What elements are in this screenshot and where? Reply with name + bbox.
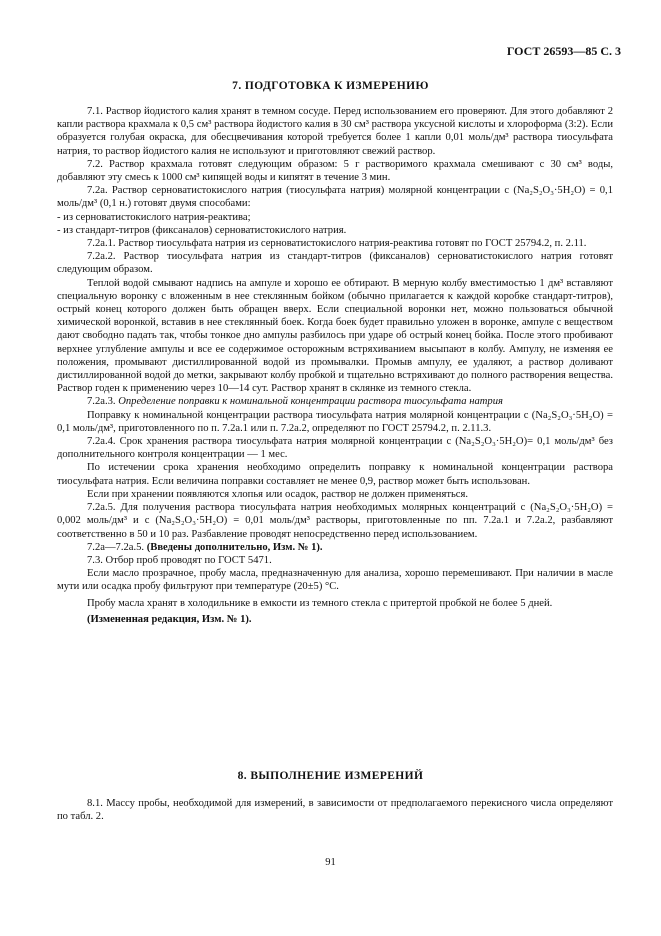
list-item-fixanal: - из стандарт-титров (фиксаналов) серноватистокислого натрия. — [57, 224, 347, 236]
para-7-1: 7.1. Раствор йодистого калия хранят в темном сосуде. Перед использованием его проверяют. Для этого добавляют 2 капли раствора крахмала к 0,5 см³ раствора йодистого калия в 30 см³ раствора уксусной кислоты и хлороформа (3:2). Если образуется голубая окраска, для обесцвечивания которой требуется более 1 капли 0,01 моль/дм³ раствора тиосульфата натрия, то раствор йодистого калия не используют и приготовляют свежий раствор. — [57, 106, 613, 157]
para-7-2a: 7.2а. Раствор серноватистокислого натрия (тиосульфата натрия) молярной концентрации c (Na₂S₂O₃·5H₂O) = 0,1 моль/дм³ (0,1 н.) готовят двумя способами: — [57, 185, 613, 210]
para-7-3: 7.3. Отбор проб проводят по ГОСТ 5471. — [87, 554, 272, 566]
section-7-title: 7. ПОДГОТОВКА К ИЗМЕРЕНИЮ — [232, 80, 429, 92]
para-7-2: 7.2. Раствор крахмала готовят следующим образом: 5 г растворимого крахмала смешивают с 30 см³ воды, добавляют эту смесь к 1000 см³ кипящей воды и кипятят в течение 3 мин. — [57, 158, 613, 184]
page-number: 91 — [325, 857, 336, 868]
para-7-2a-2: 7.2а.2. Раствор тиосульфата натрия из стандарт-титров (фиксаналов) серноватистокислого натрия готовят следующим образом. — [57, 251, 613, 276]
para-flakes: Если при хранении появляются хлопья или осадок, раствор не должен применяться. — [87, 488, 469, 500]
running-header: ГОСТ 26593—85 С. 3 — [506, 44, 621, 58]
para-oil-mixing: Если масло прозрачное, пробу масла, предназначенную для анализа, хорошо перемешивают. При наличии в масле мути или осадка пробу фильтруют при температуре (20±5) °С. — [57, 568, 613, 593]
section-8-body — [57, 797, 613, 823]
amendment-range: 7.2а—7.2а.5. — [87, 541, 145, 553]
section-8-title: 8. ВЫПОЛНЕНИЕ ИЗМЕРЕНИЙ — [237, 770, 424, 782]
para-7-2a-1: 7.2а.1. Раствор тиосульфата натрия из серноватистокислого натрия-реактива готовят по ГОСТ 25794.2, п. 2.11. — [87, 238, 587, 250]
amendment-note: (Введены дополнительно, Изм. № 1). — [146, 541, 323, 553]
para-7-2a-5: 7.2а.5. Для получения раствора тиосульфата натрия необходимых молярных концентраций c (Na₂S₂O₃·5H₂O) = 0,002 моль/дм³ и c (Na₂S₂O₃·5H₂O) = 0,01 моль/дм³ растворы, приготовленные по пп. 7.2а.1 и 7.2а.2, разбавляют соответственно в 50 и 10 раз. Разбавление проводят непосредственно перед использованием. — [57, 502, 613, 540]
para-ampoule-procedure: Теплой водой смывают надпись на ампуле и хорошо ее обтирают. В мерную колбу вместимостью 1 дм³ вставляют специальную воронку с вложенным в нее стеклянным бойком (обычно прилагается к каждой коробке стандарт-титров), острый конец которого должен быть обращен вверх. Если специальной воронки нет, можно пользоваться обычной химической воронкой, вставив в нее стеклянный боек. Когда боек будет правильно уложен в воронке, ампуле с веществом дают свободно падать так, чтобы тонкое дно ампулы разбилось при ударе об острый конец бойка. После этого пробивают верхнее углубление ампулы и все ее содержимое осторожным встряхиванием высыпают в колбу. Ампулу, не изменяя ее положения, промывают дистиллированной водой из промывалки. Промыв ампулу, ее удаляют, а раствор доливают дистиллированной водой до метки, закрывают колбу пробкой и тщательно встряхивают до полного растворения вещества. Раствор годен к применению через 10—14 сут. Раствор хранят в склянке из темного стекла. — [57, 277, 613, 395]
para-7-2a-3 — [57, 395, 613, 408]
para-correction: Поправку к номинальной концентрации раствора тиосульфата натрия молярной концентрации c (Na₂S₂O₃·5H₂O) = 0,1 моль/дм³, приготовленного по п. 7.2а.1 или п. 7.2а.2, определяют по ГОСТ 25794.2, п. 2.11.3. — [57, 409, 613, 434]
para-oil-storage: Пробу масла хранят в холодильнике в емкости из темного стекла с притертой пробкой не более 5 дней. — [87, 597, 553, 609]
para-7-2a-3-number: 7.2а.3. — [87, 396, 116, 408]
final-amendment-note: (Измененная редакция, Изм. № 1). — [87, 613, 252, 625]
para-7-2a-3-title: Определение поправки к номинальной концентрации раствора тиосульфата натрия — [118, 396, 503, 408]
para-8-1: 8.1. Массу пробы, необходимой для измерений, в зависимости от предполагаемого перекисного числа определяют по табл. 2. — [57, 798, 613, 823]
para-amendment-range — [57, 541, 613, 554]
para-expiry: По истечении срока хранения необходимо определить поправку к номинальной концентрации раствора тиосульфата натрия. Если величина поправки составляет не менее 0,9, раствор может быть использован. — [57, 462, 613, 487]
list-item-reagent: - из серноватистокислого натрия-реактива; — [57, 211, 251, 223]
section-7-body — [57, 105, 613, 626]
para-7-2a-4: 7.2а.4. Срок хранения раствора тиосульфата натрия молярной концентрации c (Na₂S₂O₃·5H₂O)= 0,1 моль/дм³ без дополнительного контроля концентрации — 1 мес. — [57, 436, 613, 461]
